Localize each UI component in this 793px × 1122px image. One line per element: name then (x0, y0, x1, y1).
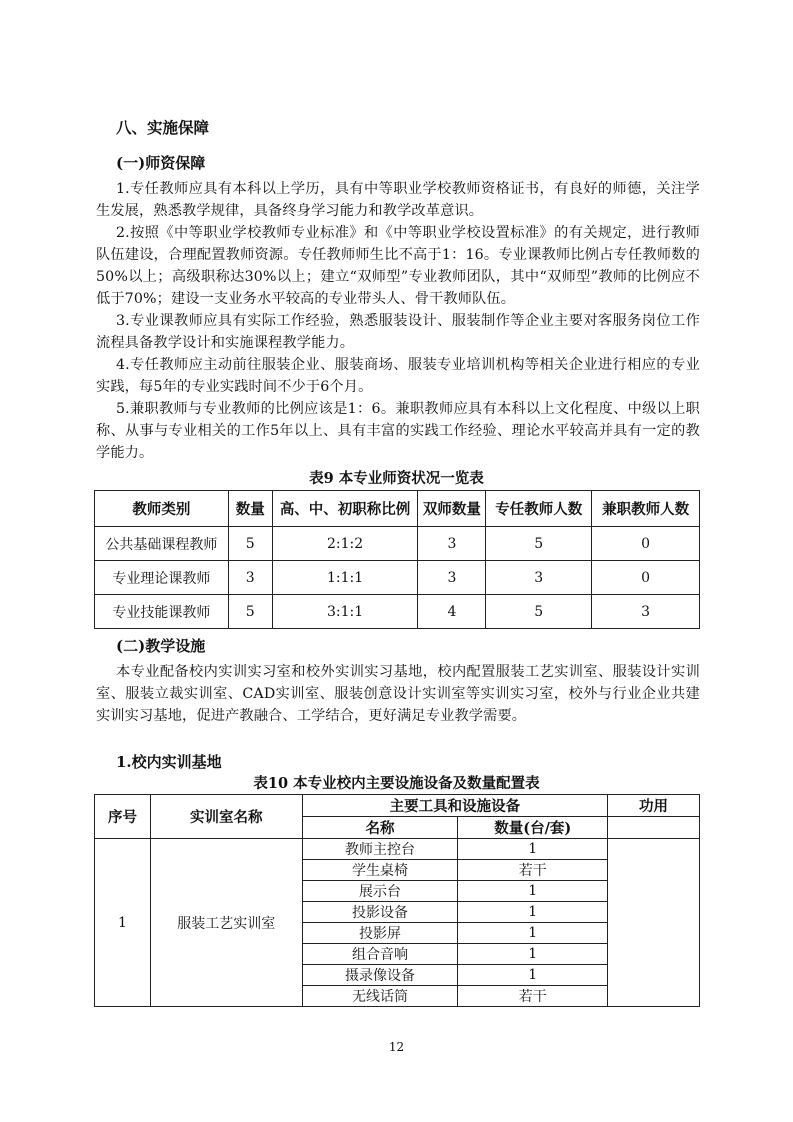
section-title: 八、实施保障 (116, 118, 210, 137)
paragraph: 2.按照《中等职业学校教师专业标准》和《中等职业学校设置标准》的有关规定，进行教师队伍建设，合理配置教师资源。专任教师师生比不高于1：16。专业课教师比例占专任教师数的50%以上；高级职称达30%以上；建立“双师型”专业教师团队，其中“双师型”教师的比例应不低于70%；建设一支业务水平较高的专业带头人、骨干教师队伍。 (96, 225, 700, 307)
paragraph: 3.专业课教师应具有实际工作经验，熟悉服装设计、服装制作等企业主要对客服务岗位工作流程具备教学设计和实施课程教学能力。 (96, 313, 700, 351)
table-cell: 1 (458, 902, 608, 923)
table-cell: 投影屏 (302, 923, 458, 944)
header-cell: 兼职教师人数 (592, 491, 700, 527)
header-cell: 双师数量 (418, 491, 486, 527)
table-cell: 3 (418, 527, 486, 561)
table-cell: 5 (228, 595, 272, 629)
table-cell: 投影设备 (302, 902, 458, 923)
subsection-title-facilities: (二)教学设施 (116, 637, 206, 655)
table-row (95, 527, 700, 561)
table-cell: 3 (486, 561, 592, 595)
table-cell: 组合音响 (302, 944, 458, 965)
table-cell: 教师主控台 (302, 839, 458, 860)
table-cell: 展示台 (302, 881, 458, 902)
table-cell: 1 (458, 965, 608, 986)
table-row (95, 595, 700, 629)
table-cell: 1 (458, 839, 608, 860)
table-cell: 1 (458, 881, 608, 902)
table-cell: 3 (592, 595, 700, 629)
header-cell: 主要工具和设施设备 (302, 795, 607, 817)
table-cell: 0 (592, 561, 700, 595)
equipment-table (94, 794, 700, 1007)
table-cell: 2:1:2 (272, 527, 418, 561)
header-cell: 实训室名称 (150, 795, 302, 839)
table-cell: 1 (458, 944, 608, 965)
table-cell: 5 (486, 595, 592, 629)
header-cell: 数量 (228, 491, 272, 527)
table-cell: 若干 (458, 986, 608, 1007)
paragraph: 1.专任教师应具有本科以上学历，具有中等职业学校教师资格证书，有良好的师德，关注学生发展，熟悉教学规律，具备终身学习能力和教学改革意识。 (96, 181, 700, 219)
table9-caption: 表9 本专业师资状况一览表 (309, 470, 484, 487)
table-cell: 1:1:1 (272, 561, 418, 595)
table-cell: 服装工艺实训室 (150, 839, 302, 1007)
table-cell (608, 839, 700, 1007)
header-cell: 名称 (302, 817, 458, 839)
header-cell: 数量(台/套) (458, 817, 608, 839)
facilities-paragraph (96, 661, 700, 727)
table10-caption: 表10 本专业校内主要设施设备及数量配置表 (253, 775, 540, 792)
table-cell: 3:1:1 (272, 595, 418, 629)
table-cell: 摄录像设备 (302, 965, 458, 986)
header-cell: 专任教师人数 (486, 491, 592, 527)
table-header-row (95, 491, 700, 527)
header-cell: 序号 (95, 795, 151, 839)
table-cell: 3 (228, 561, 272, 595)
header-cell: 教师类别 (95, 491, 229, 527)
paragraph: 5.兼职教师与专业教师的比例应该是1：6。兼职教师应具有本科以上文化程度、中级以上职称、从事与专业相关的工作5年以上、具有丰富的实践工作经验、理论水平较高并具有一定的教学能力。 (96, 401, 700, 461)
faculty-paragraphs (96, 178, 700, 464)
table-header-row (95, 795, 700, 817)
table-cell: 专业理论课教师 (95, 561, 229, 595)
faculty-table (94, 490, 700, 629)
paragraph: 本专业配备校内实训实习室和校外实训实习基地，校内配置服装工艺实训室、服装设计实训室、服装立裁实训室、CAD实训室、服装创意设计实训室等实训实习室，校外与行业企业共建实训实习基地，促进产教融合、工学结合，更好满足专业教学需要。 (96, 664, 700, 724)
table-row (95, 839, 700, 860)
table-cell: 5 (228, 527, 272, 561)
page-number: 12 (388, 1040, 405, 1054)
table-cell (608, 817, 700, 839)
table-cell: 专业技能课教师 (95, 595, 229, 629)
header-cell: 功用 (608, 795, 700, 817)
table-row (95, 561, 700, 595)
table-cell: 1 (95, 839, 151, 1007)
subsection-title-faculty: (一)师资保障 (116, 154, 206, 172)
table-cell: 4 (418, 595, 486, 629)
table-cell: 3 (418, 561, 486, 595)
table-cell: 5 (486, 527, 592, 561)
header-cell: 高、中、初职称比例 (272, 491, 418, 527)
table-cell: 无线话筒 (302, 986, 458, 1007)
paragraph: 4.专任教师应主动前往服装企业、服装商场、服装专业培训机构等相关企业进行相应的专业实践，每5年的专业实践时间不少于6个月。 (96, 357, 700, 395)
table-cell: 公共基础课程教师 (95, 527, 229, 561)
table-cell: 若干 (458, 860, 608, 881)
table-cell: 学生桌椅 (302, 860, 458, 881)
table-cell: 1 (458, 923, 608, 944)
item-title-onsite-base: 1.校内实训基地 (116, 753, 222, 771)
table-cell: 0 (592, 527, 700, 561)
